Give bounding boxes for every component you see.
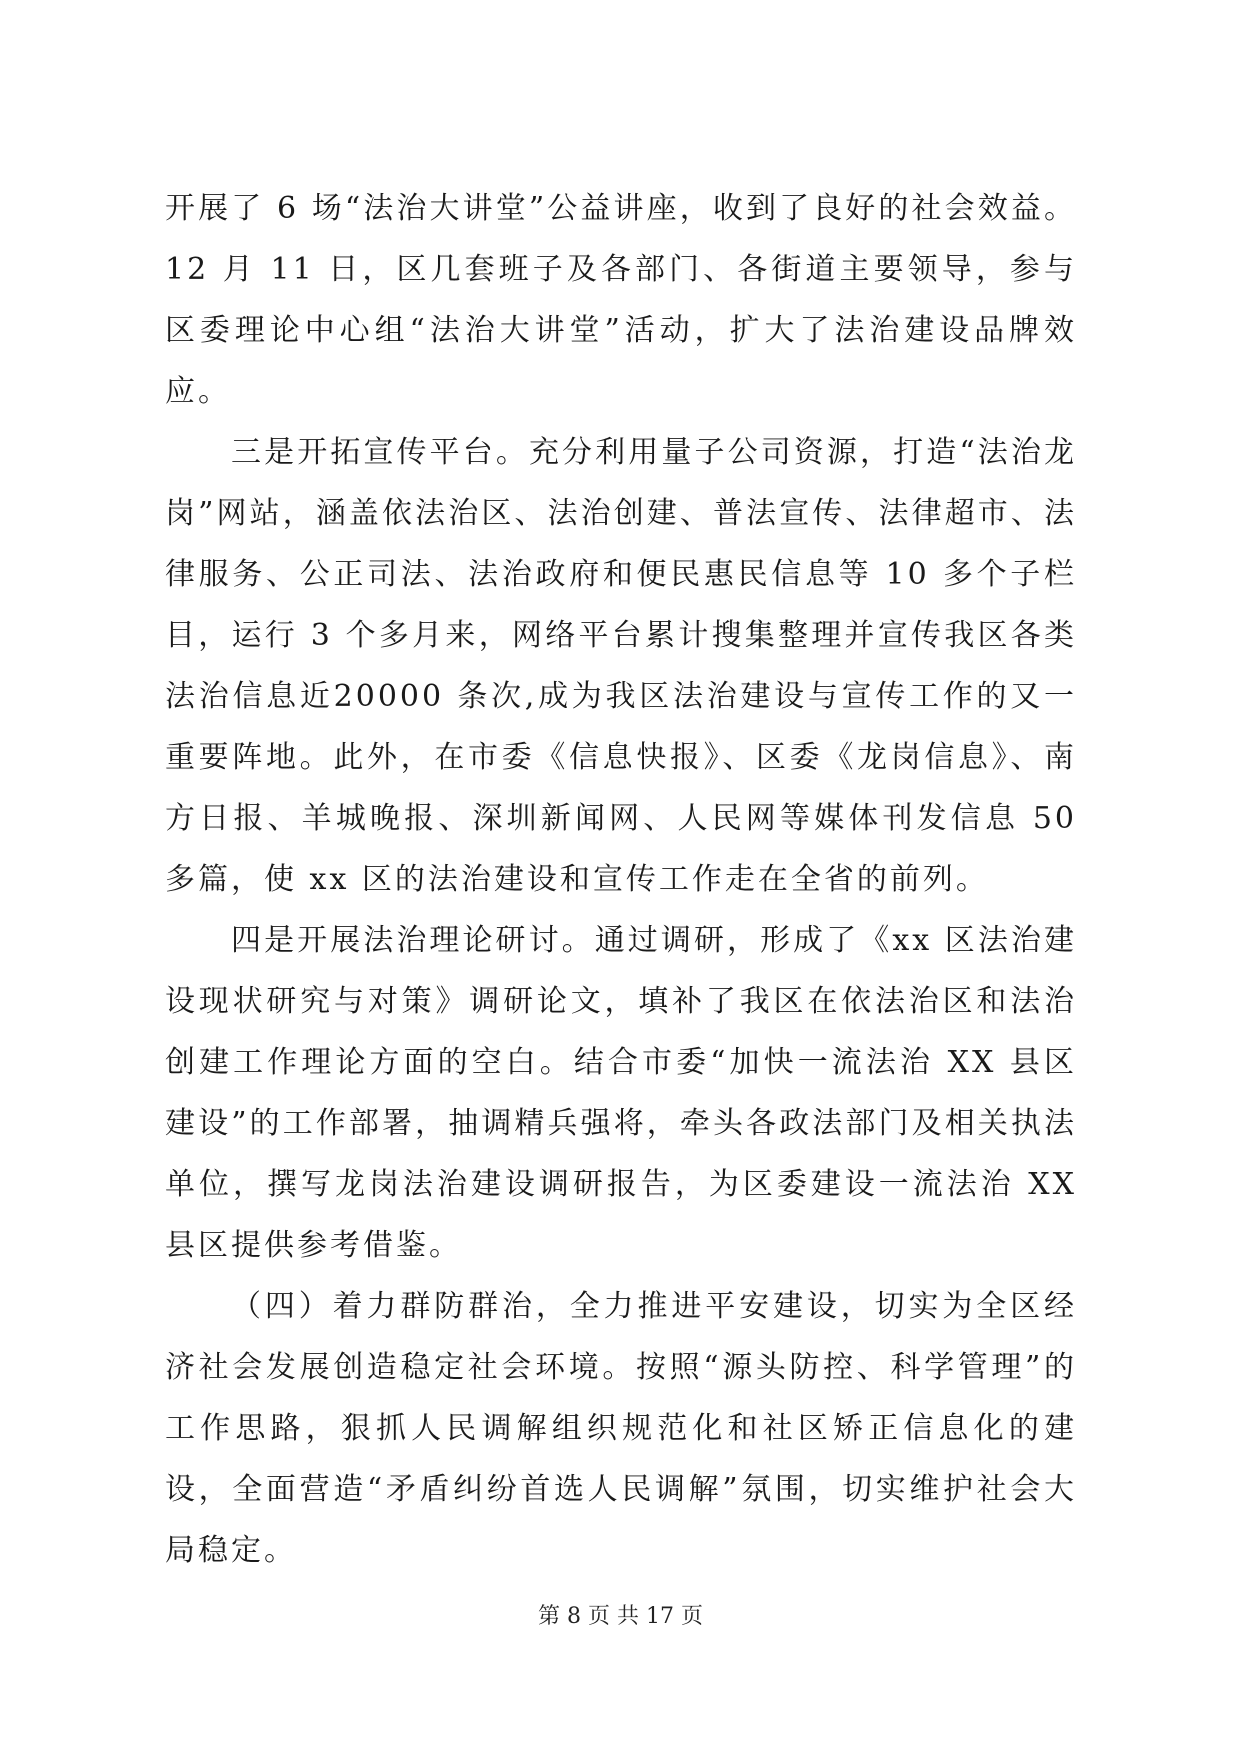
document-body xyxy=(165,178,1077,1581)
paragraph-2: 三是开拓宣传平台。充分利用量子公司资源，打造“法治龙岗”网站，涵盖依法治区、法治创建、普法宣传、法律超市、法律服务、公正司法、法治政府和便民惠民信息等 10 多个子栏目，运行 3 个多月来，网络平台累计搜集整理并宣传我区各类法治信息近20000 条次,成为我区法治建设与宣传工作的又一重要阵地。此外，在市委《信息快报》、区委《龙岗信息》、南方日报、羊城晚报、深圳新闻网、人民网等媒体刊发信息 50 多篇，使 xx 区的法治建设和宣传工作走在全省的前列。 xyxy=(165,435,1077,897)
page-footer xyxy=(0,1602,1241,1632)
paragraph-3: 四是开展法治理论研讨。通过调研，形成了《xx 区法治建设现状研究与对策》调研论文，填补了我区在依法治区和法治创建工作理论方面的空白。结合市委“加快一流法治 XX 县区建设”的工作部署，抽调精兵强将，牵头各政法部门及相关执法单位，撰写龙岗法治建设调研报告，为区委建设一流法治 XX 县区提供参考借鉴。 xyxy=(165,923,1077,1263)
paragraph-1: 开展了 6 场“法治大讲堂”公益讲座，收到了良好的社会效益。12 月 11 日，区几套班子及各部门、各街道主要领导，参与区委理论中心组“法治大讲堂”活动，扩大了法治建设品牌效应。 xyxy=(165,191,1077,409)
page-number-label: 第 8 页 共 17 页 xyxy=(538,1604,703,1629)
paragraph-4: （四）着力群防群治，全力推进平安建设，切实为全区经济社会发展创造稳定社会环境。按照“源头防控、科学管理”的工作思路，狠抓人民调解组织规范化和社区矫正信息化的建设，全面营造“矛盾纠纷首选人民调解”氛围，切实维护社会大局稳定。 xyxy=(165,1289,1077,1568)
